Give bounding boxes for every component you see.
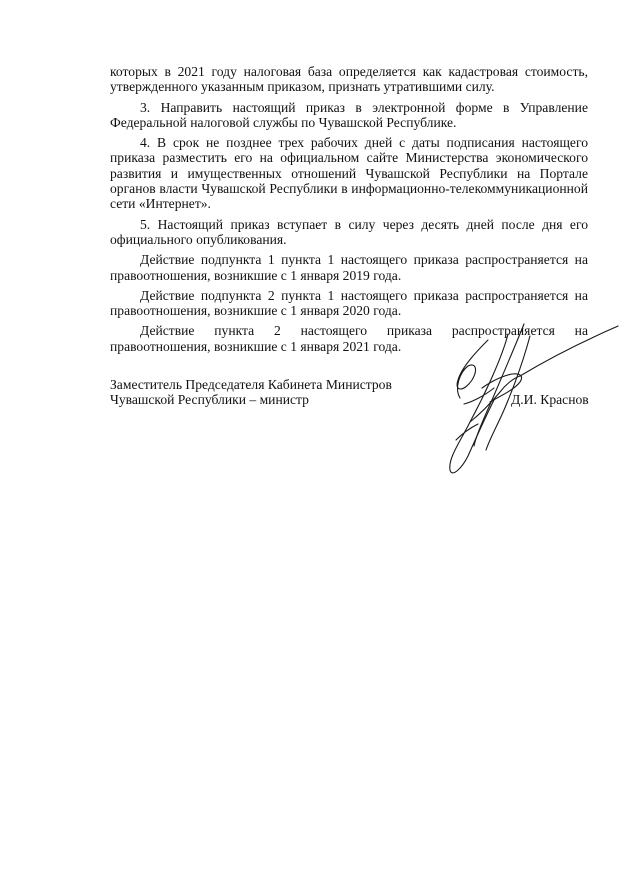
signatory-position-line-2: Чувашской Республики – министр [110, 392, 309, 408]
paragraph-effect-item-2: Действие пункта 2 настоящего приказа распространяется на правоотношения, возникшие с 1 января 2021 года. [110, 323, 588, 354]
paragraph-continuation: которых в 2021 году налоговая база определяется как кадастровая стоимость, утвержденного указанным приказом, признать утратившими силу. [110, 64, 588, 95]
signatory-name: Д.И. Краснов [511, 392, 589, 407]
paragraph-effect-subitem-2: Действие подпункта 2 пункта 1 настоящего приказа распространяется на правоотношения, возникшие с 1 января 2020 года. [110, 287, 588, 319]
paragraph-item-4: 4. В срок не позднее трех рабочих дней с даты подписания настоящего приказа разместить его на официальном сайте Министерства экономического развития и имущественных отношений Чувашской Республики на Портале органов власти Чувашской Республики в информационно-телекоммуникационной сети «Интернет». [110, 135, 588, 212]
paragraph-effect-subitem-1: Действие подпункта 1 пункта 1 настоящего приказа распространяется на правоотношения, возникшие с 1 января 2019 года. [110, 252, 588, 283]
paragraph-item-5: 5. Настоящий приказ вступает в силу через десять дней после дня его официального опубликования. [110, 216, 588, 247]
paragraph-item-3: 3. Направить настоящий приказ в электронной форме в Управление Федеральной налоговой службы по Чувашской Республике. [110, 99, 588, 130]
document-body [110, 64, 588, 359]
signatory-position-line-1: Заместитель Председателя Кабинета Министров [110, 377, 392, 392]
